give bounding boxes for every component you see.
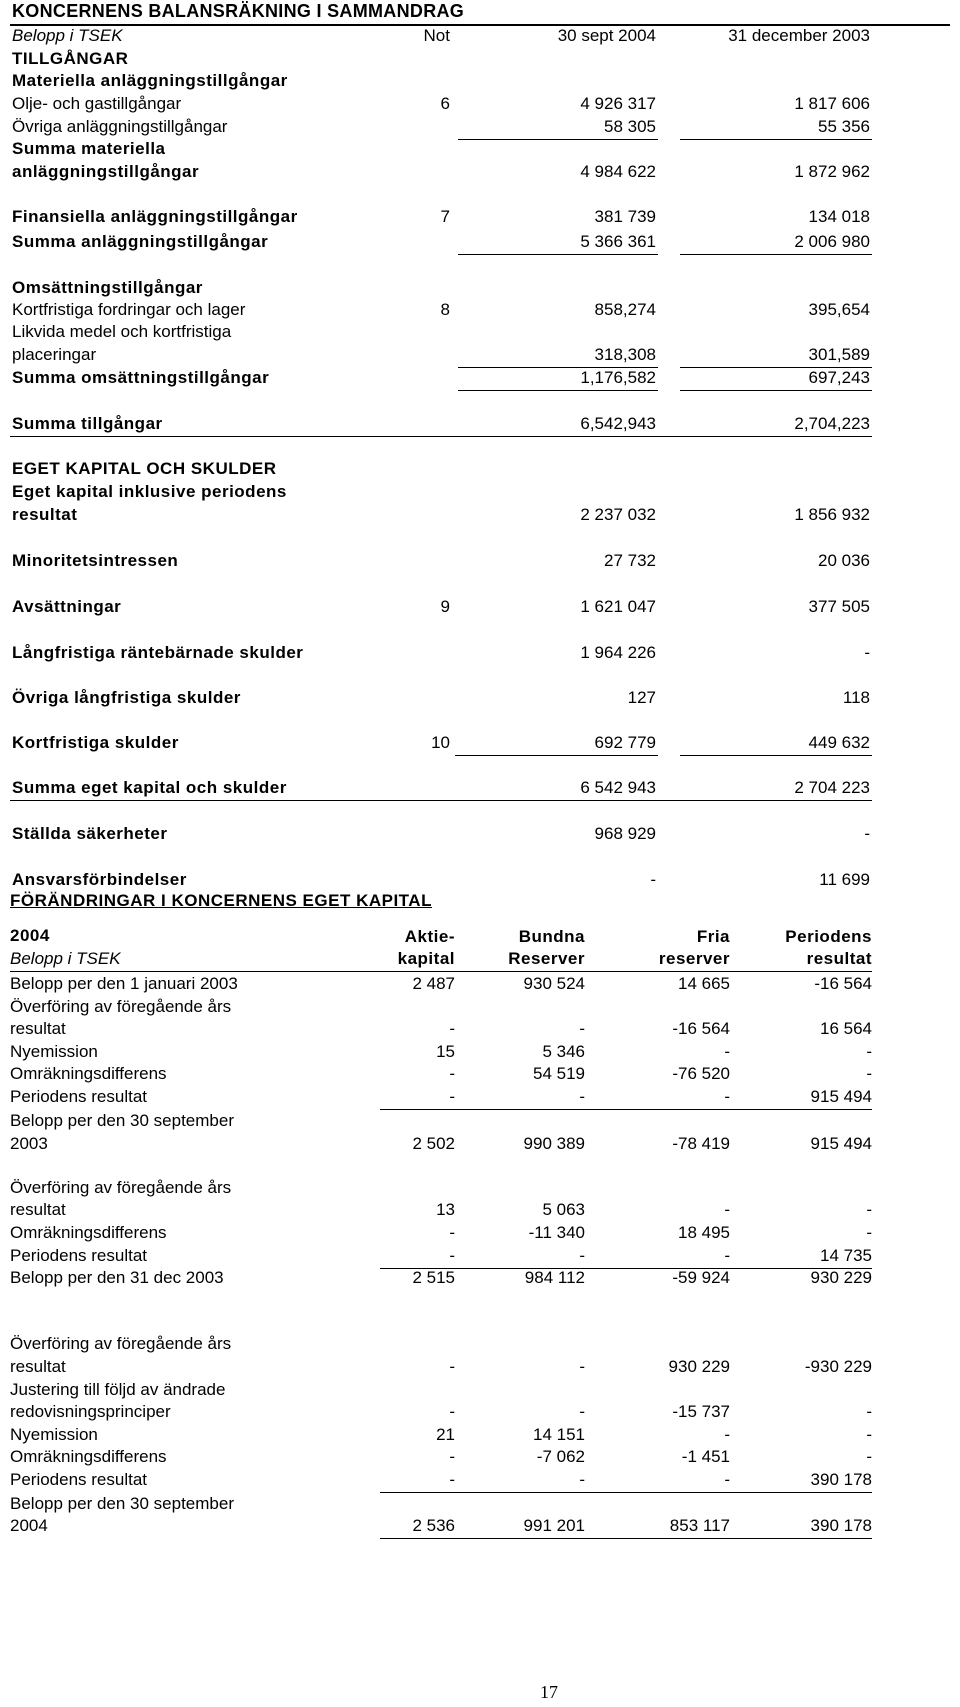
- equity-row-value: -76 520: [672, 1064, 730, 1083]
- equity-row-value: 2 487: [412, 974, 455, 993]
- equity-row-label: resultat: [10, 1200, 66, 1219]
- row-underline: [458, 755, 658, 756]
- balance-row-label: Övriga långfristiga skulder: [12, 688, 241, 707]
- equity-row-value: -: [866, 1425, 872, 1444]
- balance-row-label: TILLGÅNGAR: [12, 49, 129, 68]
- equity-row-value: 930 229: [810, 1268, 872, 1287]
- balance-row-label: Summa eget kapital och skulder: [12, 778, 287, 797]
- row-underline: [680, 390, 872, 391]
- balance-row-label: Summa materiella: [12, 139, 166, 158]
- header-underline: [10, 971, 872, 972]
- equity-row-value: 2 515: [412, 1268, 455, 1287]
- balance-row-value-2004: 318,308: [594, 345, 656, 364]
- balance-col1-header: 30 sept 2004: [557, 26, 656, 45]
- balance-row-value-2003: -: [864, 643, 870, 662]
- equity-row-value: -: [866, 1064, 872, 1083]
- balance-row-value-2003: 118: [842, 688, 870, 707]
- balance-row-value-2004: 6 542 943: [580, 778, 656, 797]
- balance-row-value-2003: 1 817 606: [794, 94, 870, 113]
- equity-row-label: redovisningsprinciper: [10, 1402, 171, 1421]
- balance-row-value-2004: 858,274: [594, 300, 656, 319]
- equity-row-value: -: [724, 1246, 730, 1265]
- row-underline: [455, 755, 458, 756]
- balance-row-value-2004: 58 305: [604, 117, 656, 136]
- balance-row-note: 6: [440, 94, 450, 113]
- equity-row-label: Överföring av föregående års: [10, 1334, 232, 1353]
- row-underline: [458, 254, 658, 255]
- balance-row-value-2004: 127: [627, 688, 656, 707]
- balance-row-value-2003: 301,589: [808, 345, 870, 364]
- equity-row-label: Periodens resultat: [10, 1087, 148, 1106]
- balance-row-value-2004: 1,176,582: [580, 368, 656, 387]
- balance-row-value-2003: 395,654: [808, 300, 870, 319]
- equity-col-header-line2: reserver: [658, 949, 730, 968]
- balance-row-value-2004: 692 779: [594, 733, 656, 752]
- balance-row-value-2004: 1 621 047: [580, 597, 656, 616]
- balance-row-label: Omsättningstillgångar: [12, 278, 203, 297]
- equity-row-label: Överföring av föregående års: [10, 997, 232, 1016]
- equity-row-label: Omräkningsdifferens: [10, 1064, 167, 1083]
- equity-row-value: 5 063: [542, 1200, 585, 1219]
- equity-row-value: 930 229: [668, 1357, 730, 1376]
- equity-row-value: -: [449, 1223, 455, 1242]
- equity-row-value: -: [724, 1425, 730, 1444]
- equity-row-value: -78 419: [672, 1134, 730, 1153]
- balance-row-value-2004: 6,542,943: [580, 414, 656, 433]
- equity-row-value: -15 737: [672, 1402, 730, 1421]
- balance-row-label: anläggningstillgångar: [12, 162, 200, 181]
- equity-row-value: 915 494: [810, 1087, 872, 1106]
- equity-row-value: 915 494: [810, 1134, 872, 1153]
- balance-row-value-2003: 2 006 980: [794, 232, 870, 251]
- row-underline: [680, 139, 872, 140]
- equity-row-value: 14 665: [678, 974, 730, 993]
- balance-row-value-2003: -: [864, 824, 870, 843]
- balance-row-label: Långfristiga räntebärnade skulder: [12, 643, 304, 662]
- equity-row-label: Omräkningsdifferens: [10, 1223, 167, 1242]
- equity-row-value: 390 178: [810, 1470, 872, 1489]
- equity-row-value: -: [724, 1200, 730, 1219]
- balance-row-value-2004: 27 732: [604, 551, 656, 570]
- balance-row-value-2004: 4 984 622: [580, 162, 656, 181]
- equity-row-value: -: [449, 1246, 455, 1265]
- equity-col-header-line1: Fria: [696, 927, 730, 946]
- equity-row-value: -: [579, 1357, 585, 1376]
- equity-row-value: 18 495: [678, 1223, 730, 1242]
- equity-row-label: Periodens resultat: [10, 1470, 148, 1489]
- balance-unit-label: Belopp i TSEK: [12, 26, 123, 45]
- equity-row-label: Nyemission: [10, 1425, 98, 1444]
- balance-row-label: EGET KAPITAL OCH SKULDER: [12, 459, 277, 478]
- equity-row-value: -7 062: [536, 1447, 585, 1466]
- equity-row-value: -: [866, 1200, 872, 1219]
- equity-row-value: -: [866, 1223, 872, 1242]
- equity-row-value: -: [449, 1357, 455, 1376]
- equity-row-value: 2 502: [412, 1134, 455, 1153]
- equity-row-value: -: [449, 1447, 455, 1466]
- balance-row-label: Summa omsättningstillgångar: [12, 368, 270, 387]
- balance-row-value-2004: 381 739: [594, 207, 656, 226]
- equity-row-value: -: [449, 1019, 455, 1038]
- equity-row-value: -: [866, 1402, 872, 1421]
- balance-row-label: Minoritetsintressen: [12, 551, 179, 570]
- equity-row-label: Belopp per den 30 september: [10, 1494, 234, 1513]
- balance-row-note: 10: [431, 733, 450, 752]
- balance-row-label: Eget kapital inklusive periodens: [12, 482, 287, 501]
- equity-row-label: resultat: [10, 1357, 66, 1376]
- equity-row-label: Belopp per den 1 januari 2003: [10, 974, 238, 993]
- equity-col-header-line1: Bundna: [518, 927, 585, 946]
- equity-row-value: -: [579, 1470, 585, 1489]
- balance-row-value-2003: 2,704,223: [794, 414, 870, 433]
- balance-row-value-2003: 697,243: [808, 368, 870, 387]
- balance-row-value-2003: 1 872 962: [794, 162, 870, 181]
- balance-row-value-2003: 55 356: [818, 117, 870, 136]
- equity-row-label: Nyemission: [10, 1042, 98, 1061]
- balance-row-label: Avsättningar: [12, 597, 122, 616]
- balance-row-value-2004: 968 929: [594, 824, 656, 843]
- row-underline: [380, 1538, 872, 1539]
- balance-row-value-2004: 5 366 361: [580, 232, 656, 251]
- balance-row-label: Summa anläggningstillgångar: [12, 232, 269, 251]
- equity-row-value: 2 536: [412, 1516, 455, 1535]
- row-underline: [380, 1109, 872, 1110]
- equity-col-header-line2: kapital: [397, 949, 455, 968]
- balance-row-note: 9: [440, 597, 450, 616]
- balance-row-value-2003: 377 505: [808, 597, 870, 616]
- balance-row-note: 7: [440, 207, 450, 226]
- equity-row-label: Belopp per den 31 dec 2003: [10, 1268, 224, 1287]
- balance-row-value-2003: 20 036: [818, 551, 870, 570]
- equity-row-value: 15: [436, 1042, 455, 1061]
- equity-row-value: 930 524: [523, 974, 585, 993]
- equity-row-label: Periodens resultat: [10, 1246, 148, 1265]
- equity-row-value: -: [866, 1042, 872, 1061]
- balance-row-value-2003: 134 018: [808, 207, 870, 226]
- row-underline: [10, 436, 872, 437]
- equity-row-value: -: [579, 1402, 585, 1421]
- balance-row-label: Likvida medel och kortfristiga: [12, 322, 232, 341]
- equity-row-value: 54 519: [533, 1064, 585, 1083]
- balance-row-note: 8: [440, 300, 450, 319]
- balance-row-value-2004: 1 964 226: [580, 643, 656, 662]
- equity-title: FÖRÄNDRINGAR I KONCERNENS EGET KAPITAL: [10, 891, 432, 910]
- equity-row-value: -: [866, 1447, 872, 1466]
- balance-row-value-2004: -: [650, 870, 656, 889]
- equity-col-header-line1: Periodens: [785, 927, 872, 946]
- equity-row-value: -: [579, 1246, 585, 1265]
- balance-row-label: Övriga anläggningstillgångar: [12, 117, 228, 136]
- balance-row-label: Olje- och gastillgångar: [12, 94, 182, 113]
- balance-row-label: Finansiella anläggningstillgångar: [12, 207, 298, 226]
- equity-col-header-line2: Reserver: [508, 949, 585, 968]
- equity-row-value: 991 201: [523, 1516, 585, 1535]
- equity-row-value: -16 564: [814, 974, 872, 993]
- row-underline: [680, 755, 872, 756]
- equity-row-value: 984 112: [524, 1268, 585, 1287]
- equity-row-value: 21: [436, 1425, 455, 1444]
- row-underline: [380, 1492, 872, 1493]
- equity-row-value: -16 564: [672, 1019, 730, 1038]
- balance-col2-header: 31 december 2003: [728, 26, 870, 45]
- balance-row-label: resultat: [12, 505, 78, 524]
- equity-col-header-line2: resultat: [806, 949, 872, 968]
- equity-row-value: -: [724, 1470, 730, 1489]
- balance-row-value-2004: 2 237 032: [580, 505, 656, 524]
- row-underline: [680, 254, 872, 255]
- equity-row-label: Belopp per den 30 september: [10, 1111, 234, 1130]
- equity-row-value: -59 924: [672, 1268, 730, 1287]
- equity-row-value: -11 340: [528, 1223, 585, 1242]
- balance-row-label: Materiella anläggningstillgångar: [12, 71, 288, 90]
- equity-row-value: -930 229: [804, 1357, 872, 1376]
- equity-row-value: 853 117: [669, 1516, 730, 1535]
- balance-row-value-2003: 449 632: [808, 733, 870, 752]
- equity-year: 2004: [10, 926, 50, 945]
- row-underline: [10, 800, 872, 801]
- row-underline: [458, 390, 658, 391]
- equity-row-value: -: [449, 1064, 455, 1083]
- balance-row-value-2003: 11 699: [819, 870, 870, 889]
- balance-row-label: Kortfristiga skulder: [12, 733, 179, 752]
- equity-row-value: 5 346: [542, 1042, 585, 1061]
- balance-row-label: placeringar: [12, 345, 97, 364]
- balance-title: KONCERNENS BALANSRÄKNING I SAMMANDRAG: [12, 1, 465, 21]
- balance-note-header: Not: [423, 26, 450, 45]
- balance-row-label: Summa tillgångar: [12, 414, 163, 433]
- equity-row-value: -: [449, 1470, 455, 1489]
- equity-row-label: resultat: [10, 1019, 66, 1038]
- equity-row-value: -: [724, 1087, 730, 1106]
- balance-row-value-2003: 2 704 223: [794, 778, 870, 797]
- equity-row-value: 390 178: [810, 1516, 872, 1535]
- equity-row-value: 14 735: [820, 1246, 872, 1265]
- equity-row-value: -1 451: [681, 1447, 730, 1466]
- equity-unit-label: Belopp i TSEK: [10, 949, 121, 968]
- balance-row-label: Kortfristiga fordringar och lager: [12, 300, 246, 319]
- equity-row-label: Överföring av föregående års: [10, 1178, 232, 1197]
- equity-row-value: 990 389: [523, 1134, 585, 1153]
- equity-row-value: 13: [436, 1200, 455, 1219]
- equity-row-value: 16 564: [820, 1019, 872, 1038]
- equity-row-value: -: [579, 1019, 585, 1038]
- equity-row-value: -: [579, 1087, 585, 1106]
- page-number: 17: [540, 1682, 558, 1702]
- equity-row-value: -: [449, 1402, 455, 1421]
- balance-row-label: Ställda säkerheter: [12, 824, 168, 843]
- equity-col-header-line1: Aktie-: [404, 927, 455, 946]
- balance-row-label: Ansvarsförbindelser: [12, 870, 187, 889]
- balance-row-value-2003: 1 856 932: [794, 505, 870, 524]
- equity-row-value: -: [724, 1042, 730, 1061]
- equity-row-value: 14 151: [533, 1425, 585, 1444]
- equity-row-value: -: [449, 1087, 455, 1106]
- equity-row-label: 2003: [10, 1134, 48, 1153]
- equity-row-label: 2004: [10, 1516, 48, 1535]
- row-underline: [458, 139, 658, 140]
- equity-row-label: Omräkningsdifferens: [10, 1447, 167, 1466]
- equity-row-label: Justering till följd av ändrade: [10, 1380, 226, 1399]
- balance-row-value-2004: 4 926 317: [580, 94, 656, 113]
